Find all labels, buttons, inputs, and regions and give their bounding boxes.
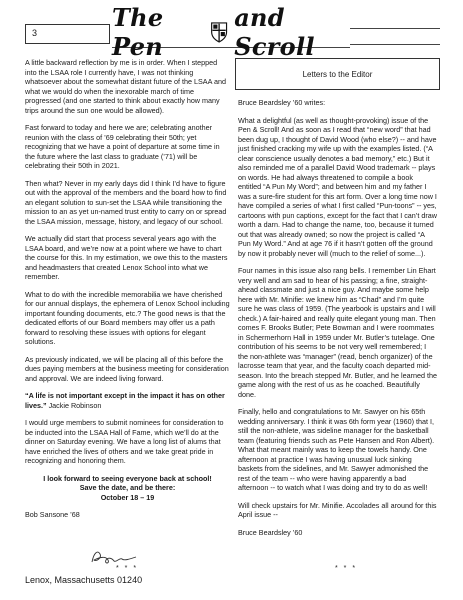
right-paragraph-3: Four names in this issue also rang bells. I remember Lin Ehart very well and am sad to hear of his passing; a fine, straight-ahead classmate and just a nice guy. And maybe some help here with Mr. Minifie: we knew him as “Chad” and I’m quite sure he was class of 1959. (The yearbook is upstairs and I will check.) A fair-haired and really quite elegant young man. Then comes F. Brooks Butler; Pete Bowman and I were roommates in Schermerhorn Hall in 1959 under Mr. Butler’s tutelage. One contribution of his seems to be not very well remembered; I the non-athlete was “manager” (read, bench organizer) of the lacrosse team that year, and the faculty coach departed mid-season. Into the breach stepped Mr. Butler, and he learned the game along with the rest of us as he coached. Beautifully done. — [238, 266, 437, 399]
left-paragraph-3: Then what? Never in my early days did I think I’d have to figure out with the approval of the members and the board how to find an elegant solution to sun-set the LSAA while transitioning the mission to an as yet un-named trust entity to carry on or spread the LSAA mission, message, history, and legacy of our school. — [25, 178, 227, 226]
left-paragraph-6: As previously indicated, we will be placing all of this before the dues paying members at the business meeting for consideration and approval. We are indeed living forward. — [25, 354, 229, 383]
handwritten-signature — [86, 548, 146, 566]
right-paragraph-4: Finally, hello and congratulations to Mr. Sawyer on his 65th wedding anniversary. I think it was 6th form year (1960) that I, still the non-athlete, was sideline manager for the basketball team (featuring friends such as Pete Hansen and Ron Albert). What that meant mainly was to keep the towels handy. One afternoon at practice I was having unusual luck sinking baskets from the sidelines, and Mr. Sawyer admonished the rest of the team -- who were having apparently a bad afternoon -- to watch what I was doing and try to do as well! — [238, 407, 435, 492]
signoff: Bob Sansone ’68 — [25, 510, 80, 519]
left-paragraph-4: We actually did start that process several years ago with the LSAA board, and we’re now at a point where we have to chart the course for this. In my estimation, we owe this to the masters and headmasters that created Lenox School into what we remember. — [25, 234, 228, 281]
right-paragraph-5: Will check upstairs for Mr. Minifie. Accolades all around for this April issue -- — [238, 500, 437, 519]
shield-crest-icon — [210, 19, 228, 45]
left-paragraph-2: Fast forward to today and here we are; celebrating another reunion with the class of ’69 celebrating their 50th; yet recognizing that we have a point of departure at some time in the future where the last class to graduate (’71) will be celebrating their 50th in 2021. — [25, 123, 220, 170]
section-stars-left: * * * — [116, 565, 139, 572]
center-line-1: I look forward to seeing everyone back at school! — [43, 473, 212, 483]
right-paragraph-1: Bruce Beardsley ’60 writes: — [238, 98, 326, 107]
masthead-right-rule-top — [350, 28, 440, 29]
center-line-2: Save the date, and be there: — [79, 483, 176, 492]
newsletter-title — [112, 3, 350, 61]
right-column — [238, 98, 438, 545]
quote — [25, 391, 230, 410]
center-line-3: October 18 – 19 — [100, 492, 155, 502]
left-paragraph-closing: I would urge members to submit nominees for consideration to be inducted into the LSAA Hall of Fame, which we’ll do at the dinner on Saturday evening. We have a long list of alums that have enriched the lives of others and we take great pride in recognizing and honoring them. — [25, 418, 224, 465]
letters-title: Letters to the Editor — [302, 70, 373, 79]
page-number-box — [25, 24, 110, 44]
footer-city: Lenox, Massachusetts 01240 — [25, 575, 143, 585]
left-paragraph-5: What to do with the incredible memorabilia we have cherished for our annual displays, the ephemera of Lenox School including important founding documents, etc.? The good news is that the dedicated efforts of our Board members may offer us a path forward to resolving these issues with options for elegant solutions. — [25, 289, 230, 346]
quote-attribution: Jackie Robinson — [48, 400, 102, 410]
left-column — [25, 58, 230, 528]
page-number: 3 — [32, 28, 38, 38]
masthead-right-rule-bottom — [350, 44, 440, 45]
save-the-date-block — [25, 474, 230, 503]
quote-text: “A life is not important except in the impact it has on other lives.” — [25, 391, 225, 410]
title-left: The Pen — [112, 3, 164, 61]
masthead — [0, 0, 463, 61]
title-right: and Scroll — [234, 3, 315, 61]
right-paragraph-6: Bruce Beardsley ’60 — [238, 527, 303, 537]
right-paragraph-2: What a delightful (as well as thought-provoking) issue of the Pen & Scroll! And as soon as I read that “new word” that had been dug up, I thought of David Wood (who else?) -- and have just finished cracking my wife up with the examples listed. (“A clear conscience usually denotes a bad memory,” etc.) But it also reminded me of a parallel David Wood trademark -- plays on words. He had always threatened to compile a book entitled “A Pun My Word”; and between him and my father I was a sure-fire student for this art form. Over a long time now I have compiled a series of what I first called “Pun-toons” -- yes, cartoons with pun captions, except for the fact that I can’t draw worth a darn. Had to change the name, too, because it turned out that was already owned; so now the project is called “A Pun My Word.” And at age 76 if it hasn’t gotten off the ground by now it probably never will (much to the relief of some...). — [238, 115, 437, 258]
section-stars-right: * * * — [335, 565, 358, 572]
left-paragraph-1: A little backward reflection by me is in order. When I stepped into the LSAA role I currently have, I was not thinking whatsoever about the somewhat distant future of the LSAA and what we would do when the inexorable march of time progressed (and one started to think about exactly how many trips around the sun one would be allowed). — [25, 58, 226, 115]
